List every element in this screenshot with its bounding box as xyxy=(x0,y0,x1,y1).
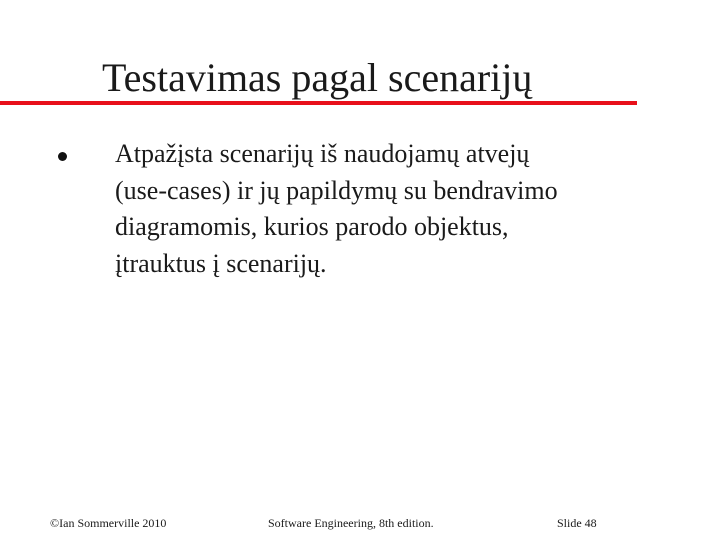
bullet-line: įtrauktus į scenarijų. xyxy=(115,248,327,278)
bullet-icon xyxy=(58,152,67,161)
bullet-item xyxy=(115,136,705,282)
bullet-line: Atpažįsta scenarijų iš naudojamų atvejų xyxy=(115,139,530,168)
bullet-line: diagramomis, kurios parodo objektus, xyxy=(115,212,509,241)
footer-book-title: Software Engineering, 8th edition. xyxy=(268,516,434,530)
bullet-line: (use-cases) ir jų papildymų su bendravimo xyxy=(115,175,558,205)
footer-copyright: ©Ian Sommerville 2010 xyxy=(50,516,167,530)
slide-title: Testavimas pagal scenarijų xyxy=(102,55,533,100)
footer-slide-number: Slide 48 xyxy=(557,516,597,530)
title-underline xyxy=(0,101,637,105)
